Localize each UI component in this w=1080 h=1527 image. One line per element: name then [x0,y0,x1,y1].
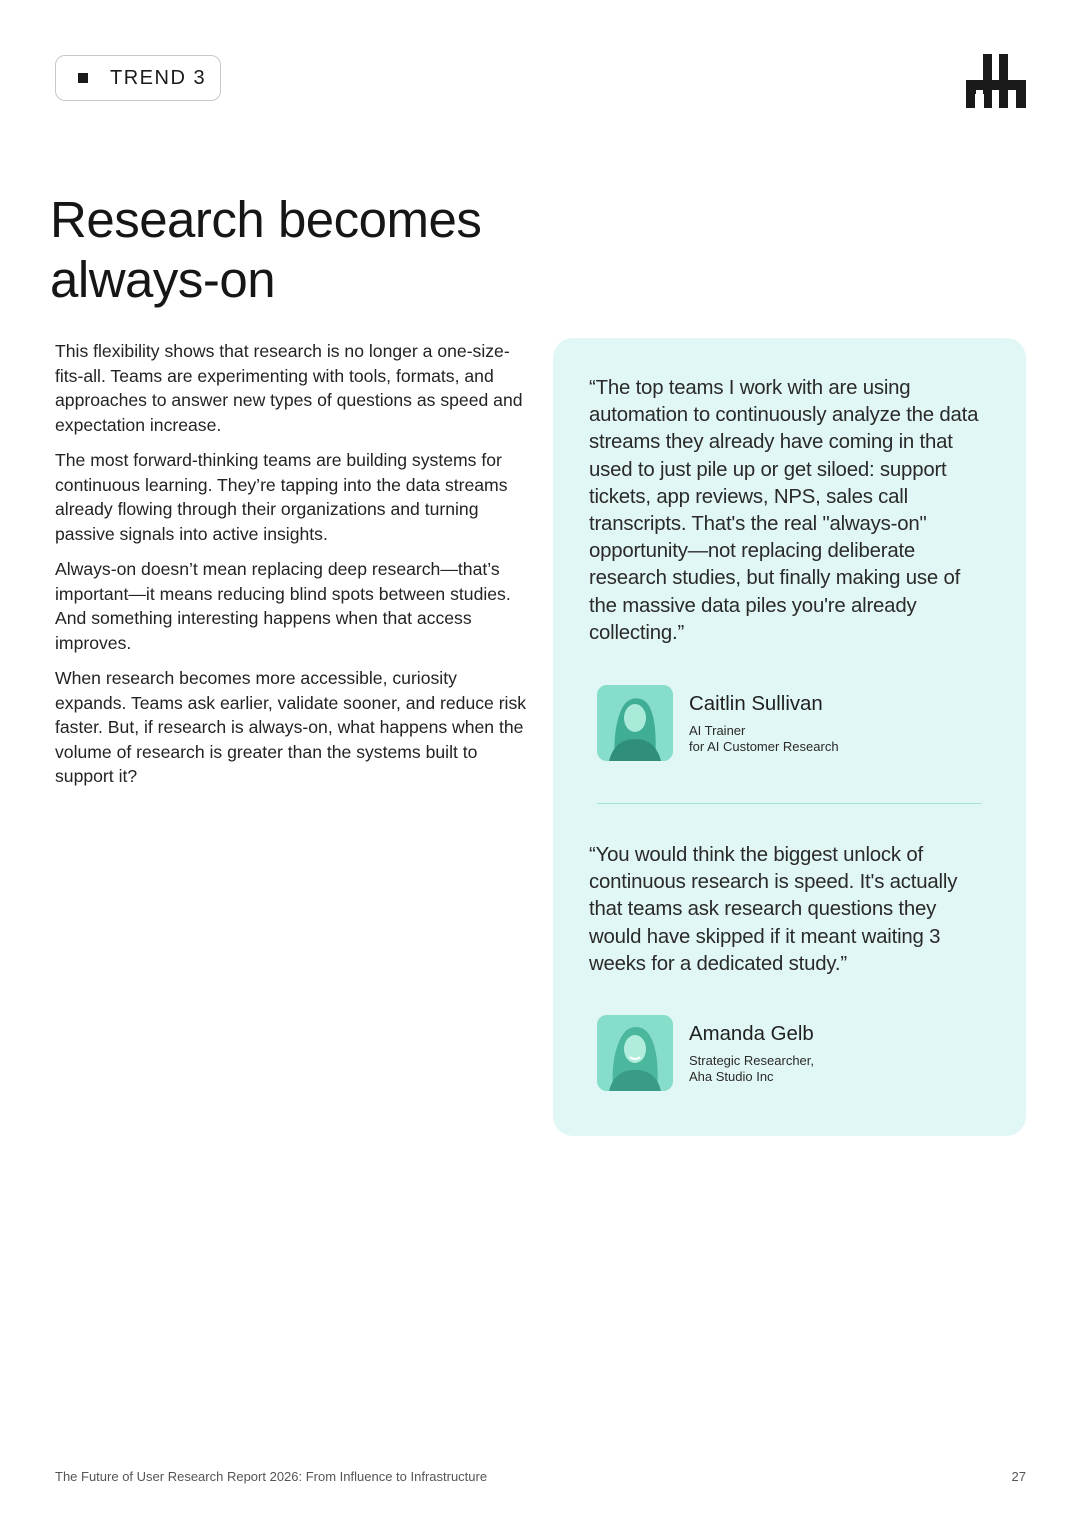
square-bullet-icon [78,73,88,83]
quote-card [553,338,1026,1136]
divider [597,803,982,804]
author-info [689,685,839,754]
body-paragraph: Always-on doesn’t mean replacing deep research—that’s important—it means reducing blind spots between studies. And something interesting happens when that access improves. [55,559,511,653]
avatar [597,1015,673,1091]
trend-badge [55,55,221,101]
author-role-line: for AI Customer Research [689,738,839,754]
author-role-line: AI Trainer [689,723,746,738]
quote-author [597,685,839,761]
quote-text: “The top teams I work with are using automation to continuously analyze the data streams they already have coming in that used to just pile up or get siloed: support tickets, app reviews, NPS, sales call transcripts. That's the real "always-on" opportunity—not replacing deliberate research studies, but finally making use of the massive data piles you're already collecting.” [589,377,979,644]
body-text [55,339,530,800]
page-title-line-2: always-on [50,251,276,308]
body-paragraph: The most forward-thinking teams are building systems for continuous learning. They’re tapping into the data streams already flowing through their organizations and turning passive signals into active insights. [55,450,508,544]
author-name: Amanda Gelb [689,1023,814,1045]
page-number: 27 [1011,1469,1026,1484]
page-title-line-1: Research becomes [50,191,482,248]
body-paragraph: When research becomes more accessible, curiosity expands. Teams ask earlier, validate sooner, and reduce risk faster. But, if research is always-on, what happens when the volume of research is greater than the systems built to support it? [55,668,527,786]
footer-report-title: The Future of User Research Report 2026: From Influence to Infrastructure [55,1469,488,1484]
author-role-line: Strategic Researcher, [689,1053,815,1068]
avatar [597,685,673,761]
author-role-line: Aha Studio Inc [689,1068,774,1084]
author-info [689,1015,814,1084]
brand-logo-icon [966,54,1026,108]
author-role [689,723,839,754]
page-title [50,190,481,310]
trend-label: TREND 3 [110,66,207,89]
body-paragraph: This flexibility shows that research is no longer a one-size-fits-all. Teams are experimenting with tools, formats, and approaches to answer new types of questions as speed and expectation increase. [55,341,523,435]
quote-author [597,1015,814,1091]
author-name: Caitlin Sullivan [689,693,823,715]
quote-text: “You would think the biggest unlock of continuous research is speed. It's actually that teams ask research questions they would have skipped if it meant waiting 3 weeks for a dedicated study.” [589,844,958,975]
author-role [689,1053,814,1084]
